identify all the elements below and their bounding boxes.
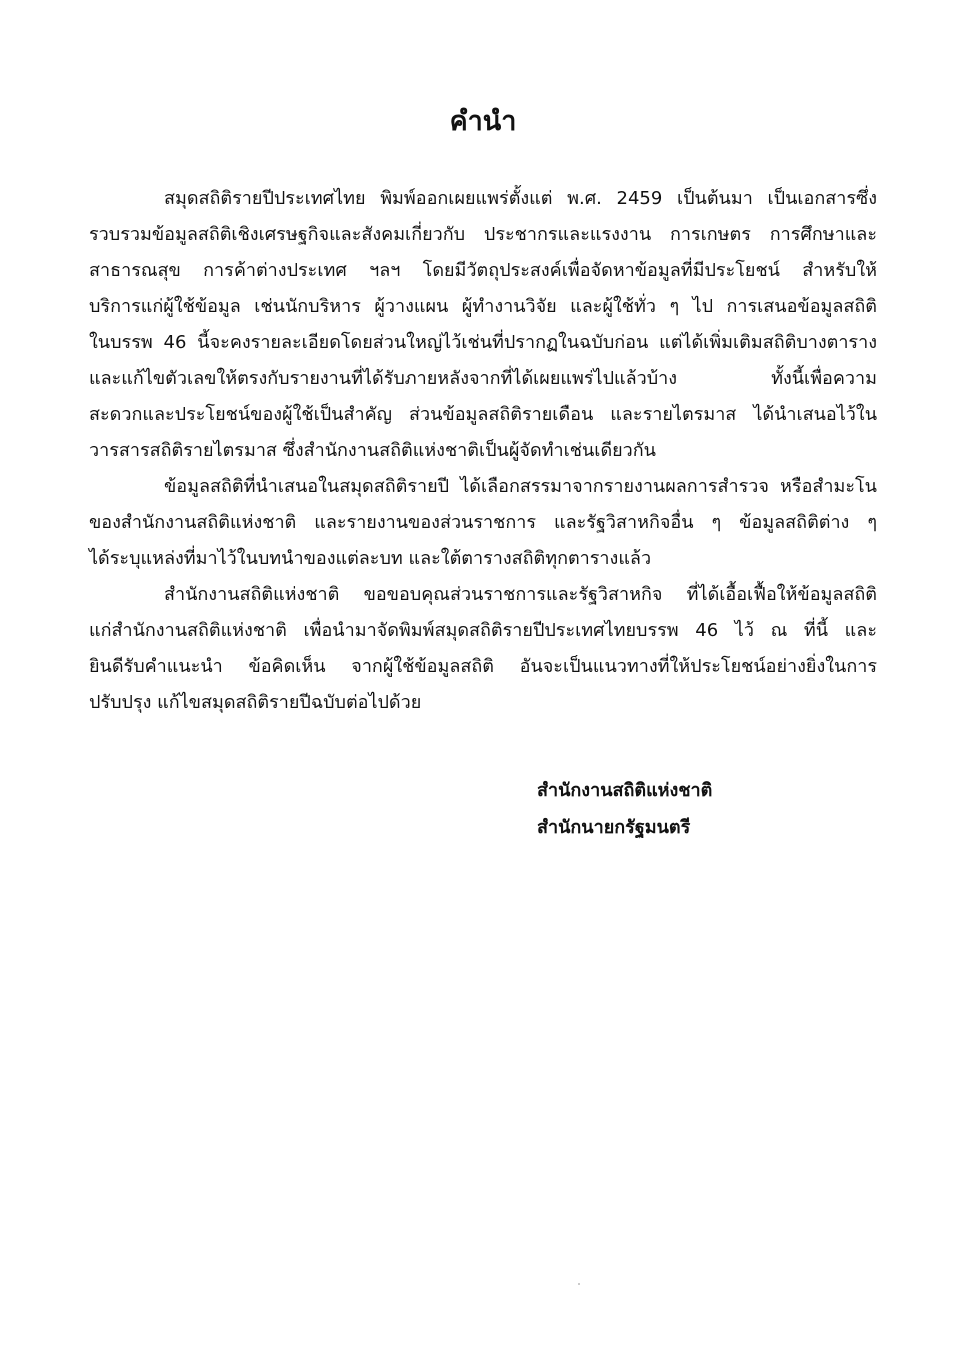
page-title: คำนำ bbox=[449, 106, 517, 137]
paragraph-line: ในบรรพ 46 นี้จะคงรายละเอียดโดยส่วนใหญ่ไว้เช่นที่ปรากฏในฉบับก่อน แต่ได้เพิ่มเติมสถิติบางตาราง bbox=[89, 332, 877, 353]
paragraph-line: ยินดีรับคำแนะนำ ข้อคิดเห็น จากผู้ใช้ข้อมูลสถิติ อันจะเป็นแนวทางที่ให้ประโยชน์อย่างยิ่งในการ bbox=[89, 656, 877, 677]
signature-ministry: สำนักนายกรัฐมนตรี bbox=[537, 817, 691, 838]
paragraph-line: สะดวกและประโยชน์ของผู้ใช้เป็นสำคัญ ส่วนข้อมูลสถิติรายเดือน และรายไตรมาส ได้นำเสนอไว้ใน bbox=[89, 404, 877, 425]
scan-speck bbox=[578, 1283, 580, 1285]
paragraph-line: สมุดสถิติรายปีประเทศไทย พิมพ์ออกเผยแพร่ตั้งแต่ พ.ศ. 2459 เป็นต้นมา เป็นเอกสารซึ่ง bbox=[164, 188, 877, 209]
paragraph-line: ได้ระบุแหล่งที่มาไว้ในบทนำของแต่ละบท และใต้ตารางสถิติทุกตารางแล้ว bbox=[89, 548, 652, 569]
paragraph-line: แก่สำนักงานสถิติแห่งชาติ เพื่อนำมาจัดพิมพ์สมุดสถิติรายปีประเทศไทยบรรพ 46 ไว้ ณ ที่นี้ และ bbox=[89, 620, 877, 641]
signature-office: สำนักงานสถิติแห่งชาติ bbox=[537, 780, 713, 801]
paragraph-line: และแก้ไขตัวเลขให้ตรงกับรายงานที่ได้รับภายหลังจากที่ได้เผยแพร่ไปแล้วบ้าง ทั้งนี้เพื่อความ bbox=[89, 368, 877, 389]
paragraph-line: บริการแก่ผู้ใช้ข้อมูล เช่นนักบริหาร ผู้วางแผน ผู้ทำงานวิจัย และผู้ใช้ทั่ว ๆ ไป การเสนอข้อมูลสถิติ bbox=[89, 296, 877, 317]
paragraph-line: ข้อมูลสถิติที่นำเสนอในสมุดสถิติรายปี ได้เลือกสรรมาจากรายงานผลการสำรวจ หรือสำมะโน bbox=[164, 476, 877, 497]
paragraph-line: ของสำนักงานสถิติแห่งชาติ และรายงานของส่วนราชการ และรัฐวิสาหกิจอื่น ๆ ข้อมูลสถิติต่าง ๆ bbox=[89, 512, 877, 533]
paragraph-line: ปรับปรุง แก้ไขสมุดสถิติรายปีฉบับต่อไปด้วย bbox=[89, 692, 422, 713]
paragraph-line: สาธารณสุข การค้าต่างประเทศ ฯลฯ โดยมีวัตถุประสงค์เพื่อจัดหาข้อมูลที่มีประโยชน์ สำหรับให้ bbox=[89, 260, 877, 281]
paragraph-line: รวบรวมข้อมูลสถิติเชิงเศรษฐกิจและสังคมเกี่ยวกับ ประชากรและแรงงาน การเกษตร การศึกษาและ bbox=[89, 224, 877, 245]
paragraph-line: สำนักงานสถิติแห่งชาติ ขอขอบคุณส่วนราชการและรัฐวิสาหกิจ ที่ได้เอื้อเฟื้อให้ข้อมูลสถิติ bbox=[164, 584, 877, 605]
paragraph-line: วารสารสถิติรายไตรมาส ซึ่งสำนักงานสถิติแห่งชาติเป็นผู้จัดทำเช่นเดียวกัน bbox=[89, 440, 656, 461]
